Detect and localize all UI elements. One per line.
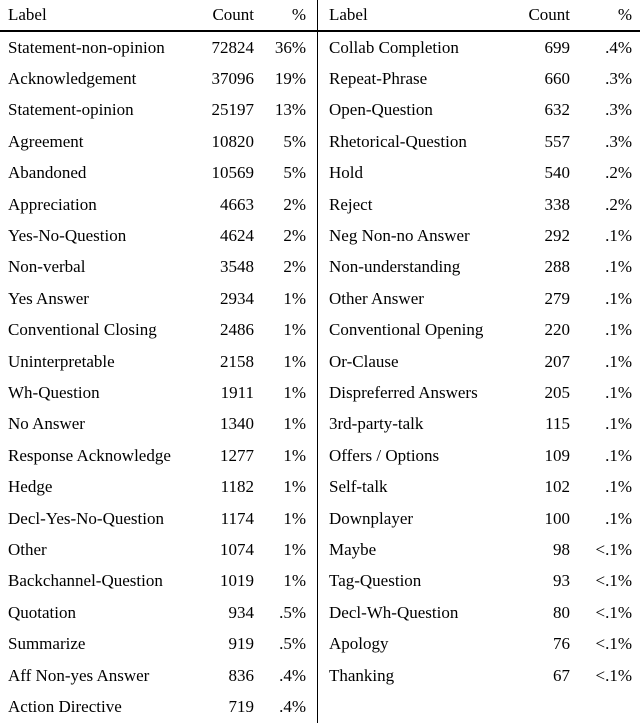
row-label: Reject bbox=[329, 194, 373, 214]
table-row bbox=[318, 440, 640, 471]
row-label: Quotation bbox=[8, 602, 76, 622]
row-label: Decl-Yes-No-Question bbox=[8, 508, 164, 528]
row-count: 660 bbox=[544, 69, 570, 89]
row-label: Summarize bbox=[8, 634, 86, 654]
right-table-header bbox=[318, 0, 640, 32]
row-label: Backchannel-Question bbox=[8, 571, 163, 591]
table-row bbox=[318, 566, 640, 597]
row-label: Hold bbox=[329, 163, 363, 183]
row-label: 3rd-party-talk bbox=[329, 414, 424, 434]
row-label: No Answer bbox=[8, 414, 85, 434]
row-percent: .1% bbox=[605, 226, 632, 246]
row-percent: <.1% bbox=[595, 539, 632, 559]
row-percent: .3% bbox=[605, 100, 632, 120]
table-row bbox=[0, 628, 317, 659]
row-count: 3548 bbox=[220, 257, 254, 277]
table-row bbox=[318, 126, 640, 157]
table-row bbox=[318, 158, 640, 189]
table-row bbox=[0, 377, 317, 408]
row-count: 719 bbox=[228, 696, 254, 716]
row-count: 207 bbox=[544, 351, 570, 371]
table-row bbox=[0, 566, 317, 597]
table-row bbox=[0, 409, 317, 440]
header-label: Label bbox=[329, 5, 368, 24]
table-row bbox=[318, 220, 640, 251]
row-percent: 5% bbox=[283, 163, 306, 183]
row-percent: 19% bbox=[274, 69, 306, 89]
table-row bbox=[0, 315, 317, 346]
row-label: Acknowledgement bbox=[8, 69, 137, 89]
row-label: Non-understanding bbox=[329, 257, 461, 277]
row-count: 836 bbox=[228, 665, 254, 685]
row-percent: .2% bbox=[605, 163, 632, 183]
table-row bbox=[0, 471, 317, 502]
table-row bbox=[318, 252, 640, 283]
row-count: 1174 bbox=[220, 508, 254, 528]
row-percent: .3% bbox=[605, 69, 632, 89]
row-percent: 1% bbox=[283, 414, 306, 434]
row-label: Yes Answer bbox=[8, 288, 89, 308]
row-count: 220 bbox=[544, 320, 570, 340]
row-count: 37096 bbox=[211, 69, 254, 89]
row-percent: 1% bbox=[283, 477, 306, 497]
row-percent: .5% bbox=[279, 602, 306, 622]
table-row bbox=[0, 283, 317, 314]
row-count: 557 bbox=[544, 131, 570, 151]
row-count: 2486 bbox=[220, 320, 254, 340]
row-count: 67 bbox=[553, 665, 570, 685]
row-label: Abandoned bbox=[8, 163, 87, 183]
row-count: 80 bbox=[553, 602, 570, 622]
row-label: Aff Non-yes Answer bbox=[8, 665, 150, 685]
row-label: Thanking bbox=[329, 665, 395, 685]
row-count: 292 bbox=[544, 226, 570, 246]
row-label: Non-verbal bbox=[8, 257, 86, 277]
row-count: 93 bbox=[553, 571, 570, 591]
row-percent: 5% bbox=[283, 131, 306, 151]
row-count: 10820 bbox=[211, 131, 254, 151]
table-row bbox=[318, 346, 640, 377]
table-row bbox=[318, 409, 640, 440]
row-label: Statement-non-opinion bbox=[8, 37, 165, 57]
row-count: 1019 bbox=[220, 571, 254, 591]
row-percent: <.1% bbox=[595, 665, 632, 685]
row-label: Neg Non-no Answer bbox=[329, 226, 470, 246]
row-count: 632 bbox=[544, 100, 570, 120]
table-row bbox=[0, 95, 317, 126]
row-percent: <.1% bbox=[595, 571, 632, 591]
row-label: Apology bbox=[329, 634, 389, 654]
row-percent: 1% bbox=[283, 288, 306, 308]
row-count: 1340 bbox=[220, 414, 254, 434]
row-percent: 1% bbox=[283, 508, 306, 528]
header-count: Count bbox=[528, 5, 570, 24]
row-count: 109 bbox=[544, 445, 570, 465]
row-label: Statement-opinion bbox=[8, 100, 134, 120]
table-row bbox=[318, 95, 640, 126]
table-row bbox=[0, 346, 317, 377]
row-percent: .5% bbox=[279, 634, 306, 654]
table-row bbox=[318, 63, 640, 94]
row-percent: .2% bbox=[605, 194, 632, 214]
row-label: Open-Question bbox=[329, 100, 433, 120]
row-count: 338 bbox=[544, 194, 570, 214]
row-percent: 2% bbox=[283, 194, 306, 214]
row-count: 115 bbox=[545, 414, 570, 434]
row-count: 205 bbox=[544, 382, 570, 402]
row-count: 76 bbox=[553, 634, 570, 654]
row-count: 1277 bbox=[220, 445, 254, 465]
row-label: Appreciation bbox=[8, 194, 97, 214]
row-percent: .4% bbox=[279, 665, 306, 685]
row-count: 4663 bbox=[220, 194, 254, 214]
table-row bbox=[318, 189, 640, 220]
row-percent: .1% bbox=[605, 288, 632, 308]
row-label: Action Directive bbox=[8, 696, 122, 716]
row-label: Collab Completion bbox=[329, 37, 459, 57]
row-label: Response Acknowledge bbox=[8, 445, 171, 465]
row-count: 98 bbox=[553, 539, 570, 559]
row-percent: .1% bbox=[605, 257, 632, 277]
header-count: Count bbox=[212, 5, 254, 24]
table-row bbox=[0, 189, 317, 220]
row-count: 288 bbox=[544, 257, 570, 277]
row-count: 934 bbox=[228, 602, 254, 622]
table-row bbox=[0, 691, 317, 722]
table-row bbox=[0, 32, 317, 63]
row-percent: 2% bbox=[283, 226, 306, 246]
header-label: Label bbox=[8, 5, 47, 24]
row-percent: 36% bbox=[274, 37, 306, 57]
table-row bbox=[0, 440, 317, 471]
row-count: 72824 bbox=[211, 37, 254, 57]
row-label: Uninterpretable bbox=[8, 351, 115, 371]
row-label: Other Answer bbox=[329, 288, 424, 308]
row-percent: .3% bbox=[605, 131, 632, 151]
row-percent: 2% bbox=[283, 257, 306, 277]
row-label: Maybe bbox=[329, 539, 377, 559]
row-percent: 1% bbox=[283, 445, 306, 465]
table-row bbox=[0, 534, 317, 565]
row-label: Hedge bbox=[8, 477, 53, 497]
table-row bbox=[318, 660, 640, 691]
row-percent: 1% bbox=[283, 571, 306, 591]
row-percent: 1% bbox=[283, 320, 306, 340]
row-label: Wh-Question bbox=[8, 382, 100, 402]
row-count: 699 bbox=[544, 37, 570, 57]
row-count: 919 bbox=[228, 634, 254, 654]
row-label: Agreement bbox=[8, 131, 84, 151]
row-count: 25197 bbox=[211, 100, 254, 120]
row-percent: <.1% bbox=[595, 602, 632, 622]
table-row bbox=[318, 628, 640, 659]
table-row bbox=[0, 220, 317, 251]
row-count: 279 bbox=[544, 288, 570, 308]
row-label: Self-talk bbox=[329, 477, 388, 497]
row-label: Conventional Opening bbox=[329, 320, 484, 340]
table-row bbox=[0, 126, 317, 157]
row-count: 4624 bbox=[220, 226, 254, 246]
row-label: Decl-Wh-Question bbox=[329, 602, 459, 622]
table-row bbox=[318, 471, 640, 502]
row-count: 10569 bbox=[211, 163, 254, 183]
row-label: Rhetorical-Question bbox=[329, 131, 467, 151]
table-row bbox=[318, 32, 640, 63]
row-percent: .1% bbox=[605, 508, 632, 528]
right-table-column bbox=[318, 0, 640, 723]
row-label: Downplayer bbox=[329, 508, 414, 528]
row-percent: 13% bbox=[274, 100, 306, 120]
row-count: 1911 bbox=[220, 382, 254, 402]
table-row bbox=[0, 503, 317, 534]
left-table-rows bbox=[0, 32, 317, 723]
left-table-header bbox=[0, 0, 317, 32]
row-percent: .1% bbox=[605, 382, 632, 402]
row-percent: .1% bbox=[605, 351, 632, 371]
table-row bbox=[318, 597, 640, 628]
right-table-rows bbox=[318, 32, 640, 691]
table-row bbox=[318, 503, 640, 534]
row-count: 2158 bbox=[220, 351, 254, 371]
header-percent: % bbox=[291, 5, 306, 24]
row-count: 102 bbox=[544, 477, 570, 497]
row-percent: .1% bbox=[605, 320, 632, 340]
row-label: Dispreferred Answers bbox=[329, 382, 478, 402]
row-count: 100 bbox=[544, 508, 570, 528]
row-count: 2934 bbox=[220, 288, 254, 308]
row-percent: <.1% bbox=[595, 634, 632, 654]
table-row bbox=[0, 158, 317, 189]
table-row bbox=[318, 283, 640, 314]
row-count: 540 bbox=[544, 163, 570, 183]
row-percent: .1% bbox=[605, 477, 632, 497]
row-label: Conventional Closing bbox=[8, 320, 157, 340]
table-row bbox=[318, 315, 640, 346]
row-label: Yes-No-Question bbox=[8, 226, 127, 246]
row-label: Repeat-Phrase bbox=[329, 69, 428, 89]
table-row bbox=[0, 660, 317, 691]
row-percent: .1% bbox=[605, 414, 632, 434]
row-label: Other bbox=[8, 539, 47, 559]
table-row bbox=[318, 377, 640, 408]
table-row bbox=[318, 534, 640, 565]
row-count: 1182 bbox=[220, 477, 254, 497]
row-percent: 1% bbox=[283, 382, 306, 402]
row-label: Offers / Options bbox=[329, 445, 440, 465]
row-count: 1074 bbox=[220, 539, 254, 559]
header-percent: % bbox=[617, 5, 632, 24]
row-percent: .4% bbox=[605, 37, 632, 57]
row-percent: 1% bbox=[283, 539, 306, 559]
row-percent: 1% bbox=[283, 351, 306, 371]
table-row bbox=[0, 252, 317, 283]
row-label: Tag-Question bbox=[329, 571, 422, 591]
left-table-column bbox=[0, 0, 318, 723]
row-label: Or-Clause bbox=[329, 351, 399, 371]
row-percent: .1% bbox=[605, 445, 632, 465]
table-row bbox=[0, 63, 317, 94]
row-percent: .4% bbox=[279, 696, 306, 716]
table-row bbox=[0, 597, 317, 628]
